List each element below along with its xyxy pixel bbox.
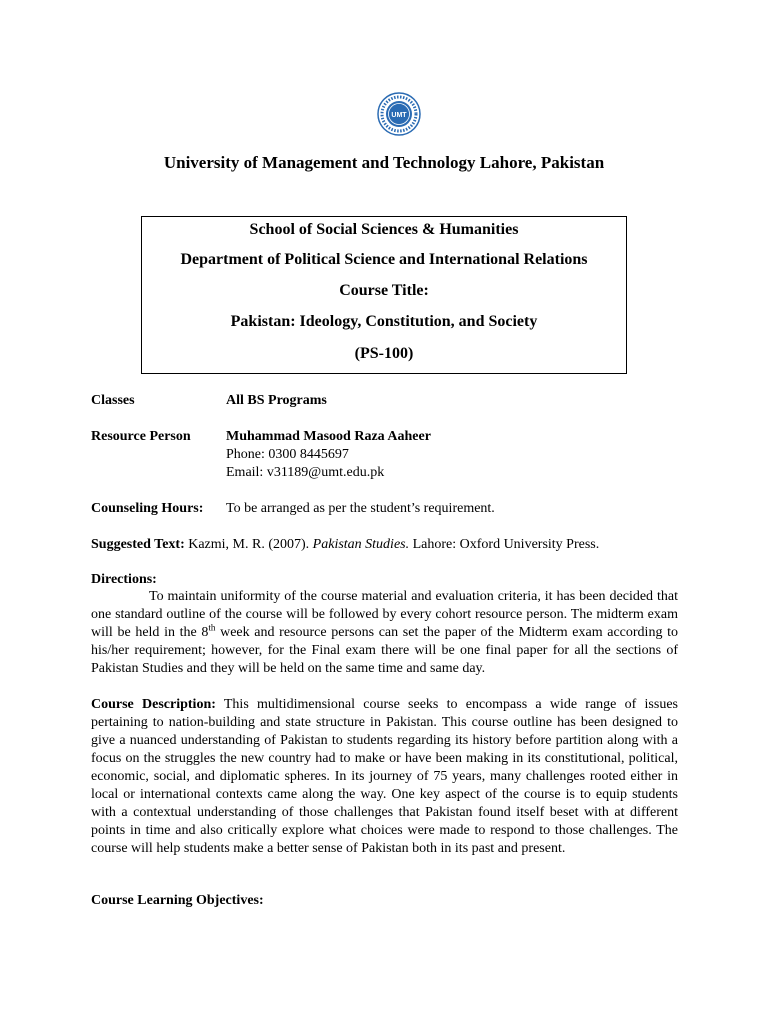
course-description-text: This multidimensional course seeks to encompass a wide range of issues pertaining to nation-building and state structure in Pakistan. This course outline has been designed to give a nuanced understanding of Pakistan to students regarding its history before partition along with a focus on the struggles the new country had to make or have been making in its constitutional, political, economic, social, and diplomatic spheres. In its journey of 75 years, many challenges rooted either in local or international contexts came along the way. One key aspect of the course is to equip students with a contextual understanding of those challenges that Pakistan found itself beset with at different points in time and also critically explore what choices were made to respond to those challenges. The course will help students make a better sense of Pakistan both in its past and present. — [91, 697, 678, 856]
umt-seal-icon — [377, 92, 421, 136]
school-name: School of Social Sciences & Humanities — [249, 221, 519, 238]
logo-text: UMT — [391, 112, 407, 119]
counseling-label: Counseling Hours: — [91, 501, 204, 516]
course-header-box — [141, 216, 627, 374]
suggested-text-title: Pakistan Studies. — [312, 537, 410, 552]
suggested-text-label: Suggested Text: — [91, 537, 185, 552]
resource-phone: Phone: 0300 8445697 — [226, 447, 349, 462]
course-description-label: Course Description: — [91, 697, 216, 712]
suggested-text-prefix: Kazmi, M. R. (2007). — [188, 537, 313, 552]
counseling-row — [91, 500, 691, 518]
learning-objectives-heading: Course Learning Objectives: — [91, 893, 264, 908]
directions-paragraph — [91, 588, 678, 678]
course-code: (PS-100) — [354, 345, 414, 362]
directions-heading: Directions: — [91, 572, 157, 587]
classes-row — [91, 392, 691, 410]
directions-text-2: week and resource persons can set the paper of the Midterm exam according to his/her requirement; however, for the Final exam there will be one final paper for all the sections of Pakistan Studies and they will be held on the same time and same day. — [91, 625, 678, 676]
resource-person-name: Muhammad Masood Raza Aaheer — [226, 429, 431, 444]
resource-person-row — [91, 428, 691, 446]
department-name: Department of Political Science and International Relations — [180, 251, 588, 268]
directions-sup: th — [208, 622, 216, 633]
university-title: University of Management and Technology Lahore, Pakistan — [163, 153, 605, 172]
course-title: Pakistan: Ideology, Constitution, and Society — [230, 313, 538, 330]
directions-text-1: To maintain uniformity of the course material and evaluation criteria, it has been decided that one standard outline of the course will be followed by every cohort resource person. The midterm exam will be held in the 8 — [91, 589, 678, 640]
resource-email: Email: v31189@umt.edu.pk — [226, 465, 385, 480]
classes-value: All BS Programs — [226, 393, 327, 408]
counseling-value: To be arranged as per the student’s requirement. — [226, 501, 495, 516]
course-description-paragraph — [91, 696, 678, 858]
classes-label: Classes — [91, 393, 135, 408]
suggested-text-suffix: Lahore: Oxford University Press. — [409, 537, 600, 552]
resource-person-label: Resource Person — [91, 429, 191, 444]
suggested-text-row — [91, 536, 691, 554]
course-title-label: Course Title: — [339, 282, 429, 299]
